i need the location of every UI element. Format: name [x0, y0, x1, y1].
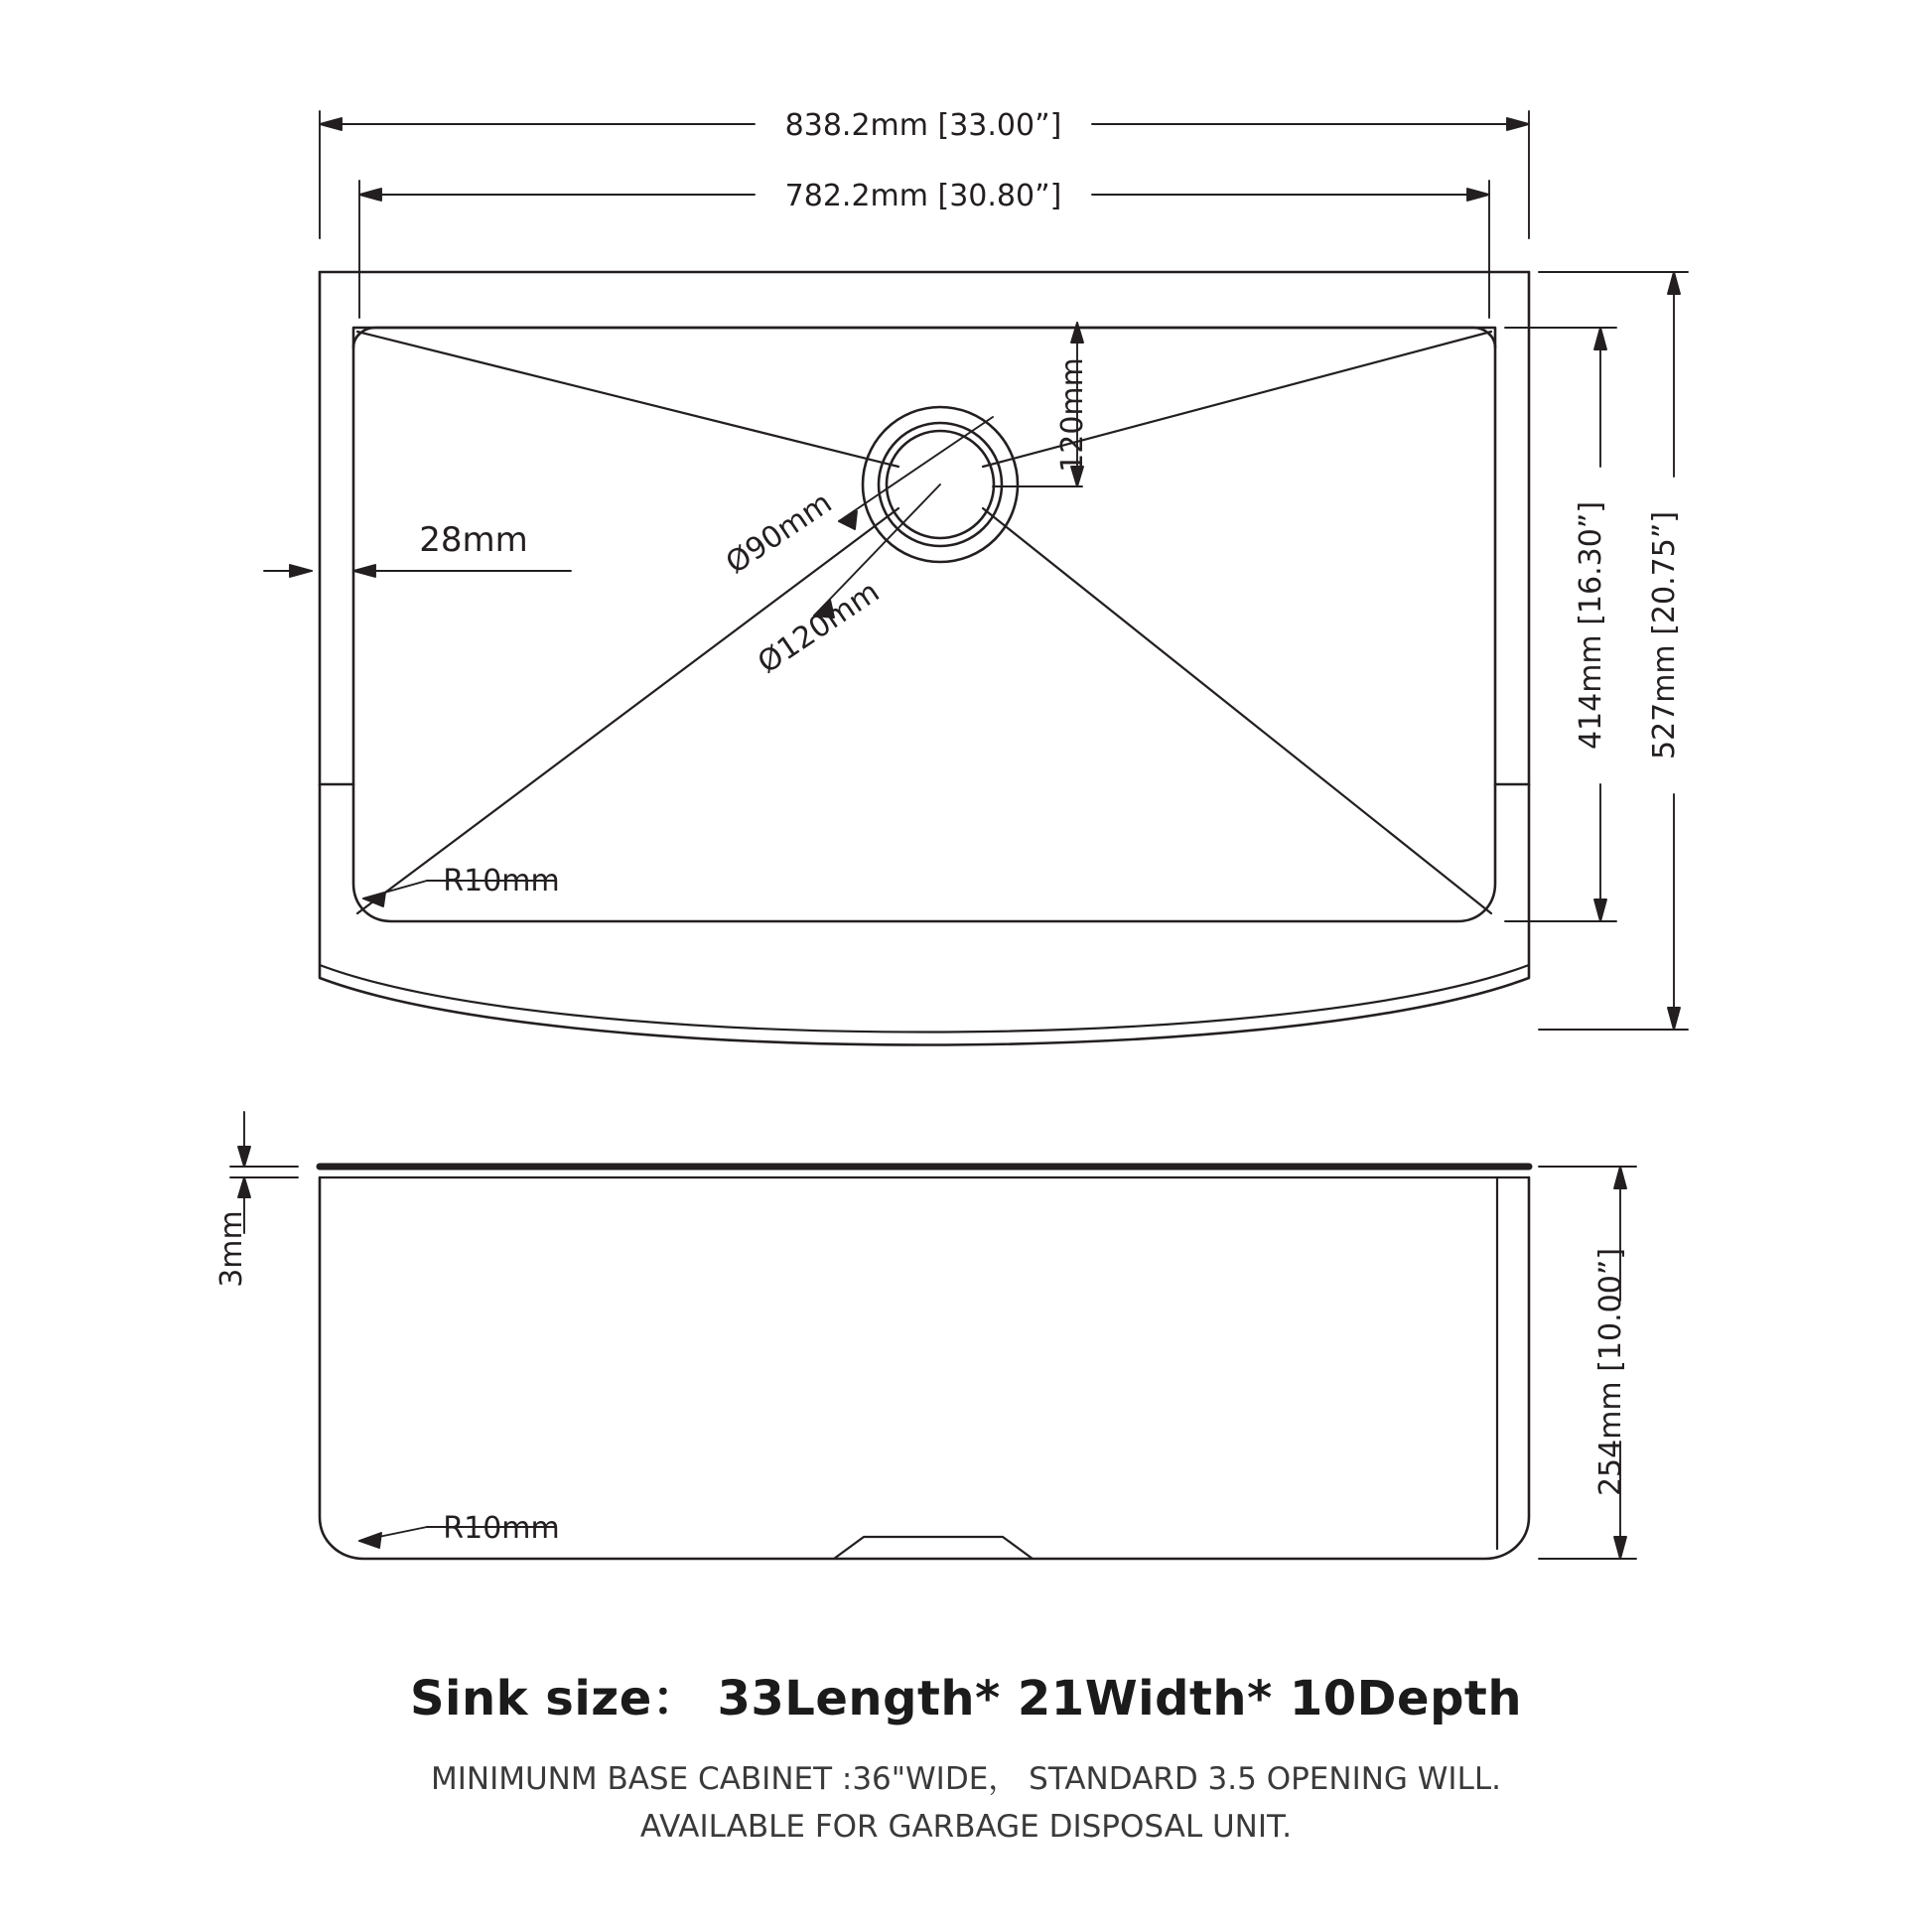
leader-drain-inner	[839, 417, 993, 529]
dimension-labels	[214, 108, 1682, 1546]
label-corner-radius-top: R10mm	[443, 864, 560, 898]
label-inner-width: 782.2mm [30.80”]	[784, 179, 1062, 213]
label-inner-depth: 414mm [16.30”]	[1574, 500, 1608, 751]
label-overall-depth: 527mm [20.75”]	[1647, 510, 1682, 760]
label-overall-width: 838.2mm [33.00”]	[784, 108, 1062, 143]
label-drain-offset: 120mm	[1055, 357, 1090, 473]
label-drain-outer-diameter: Ø120mm	[752, 574, 887, 681]
basin-inner-rim	[353, 328, 1495, 921]
dimension-rim-width	[264, 565, 571, 577]
label-wall-thickness: 3mm	[214, 1210, 249, 1288]
label-corner-radius-front: R10mm	[443, 1511, 560, 1546]
label-bowl-depth: 254mm [10.00”]	[1593, 1247, 1628, 1497]
caption-note-line-1: MINIMUNM BASE CABINET :36"WIDE， STANDARD 3.5 OPENING WILL.	[431, 1761, 1501, 1797]
caption-note-line-2: AVAILABLE FOR GARBAGE DISPOSAL UNIT.	[639, 1809, 1293, 1845]
caption-title: Sink size： 33Length* 21Width* 10Depth	[409, 1671, 1523, 1726]
label-rim-width: 28mm	[419, 520, 528, 560]
basin-slope-lines	[357, 332, 1491, 913]
front-view-outline	[320, 1167, 1529, 1559]
top-view-outline	[320, 272, 1529, 1045]
label-drain-inner-diameter: Ø90mm	[720, 484, 839, 582]
